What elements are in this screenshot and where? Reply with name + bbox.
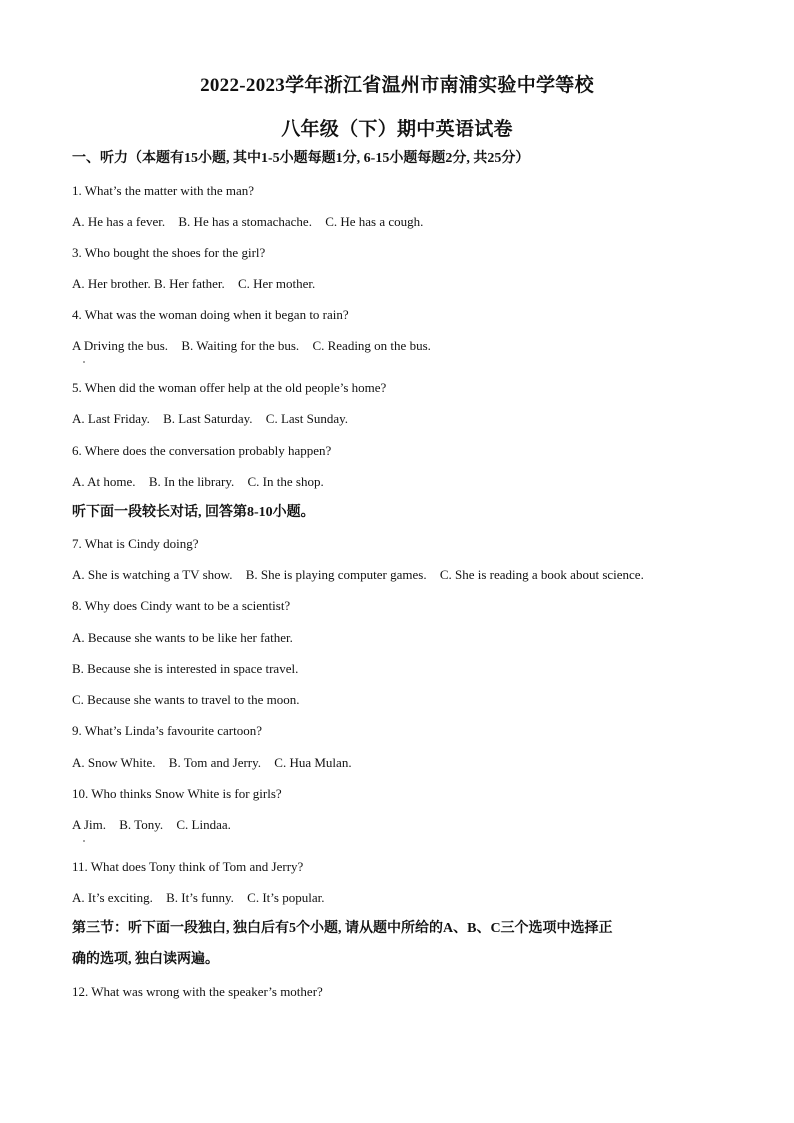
question-8-stem: 8. Why does Cindy want to be a scientist? — [72, 598, 291, 613]
stray-dot-mark — [83, 840, 85, 842]
question-8-option-a: A. Because she wants to be like her father. — [72, 630, 293, 645]
question-10-option-b: B. Tony. — [119, 817, 164, 832]
question-4-option-a: A Driving the bus. — [72, 338, 169, 353]
exam-title-line1: 2022-2023学年浙江省温州市南浦实验中学等校 — [200, 75, 594, 96]
question-6-option-b: B. In the library. — [148, 474, 235, 489]
question-1-option-c: C. He has a cough. — [325, 214, 424, 229]
question-3-options — [72, 276, 325, 292]
question-5-stem: 5. When did the woman offer help at the old people’s home? — [72, 380, 387, 395]
question-5-option-c: C. Last Sunday. — [265, 411, 349, 426]
question-3-option-a: A. Her brother. — [72, 276, 151, 291]
question-8-option-b: B. Because she is interested in space travel. — [72, 661, 299, 676]
question-9-stem: 9. What’s Linda’s favourite cartoon? — [72, 723, 263, 738]
question-11-options — [72, 890, 334, 906]
question-3-stem: 3. Who bought the shoes for the girl? — [72, 245, 266, 260]
question-7-option-a: A. She is watching a TV show. — [72, 567, 233, 582]
question-5-option-b: B. Last Saturday. — [163, 411, 253, 426]
question-6-option-a: A. At home. — [72, 474, 136, 489]
question-4-option-b: B. Waiting for the bus. — [181, 338, 300, 353]
question-7-stem: 7. What is Cindy doing? — [72, 536, 199, 551]
exam-title-line2: 八年级（下）期中英语试卷 — [281, 119, 513, 140]
question-10-stem: 10. Who thinks Snow White is for girls? — [72, 786, 282, 801]
section-listening-heading: 一、听力（本题有15小题, 其中1-5小题每题1分, 6-15小题每题2分, 共25分） — [72, 151, 530, 166]
question-7-options — [72, 567, 654, 583]
question-10-option-c: C. Lindaa. — [176, 817, 231, 832]
question-8-option-c: C. Because she wants to travel to the moon. — [72, 692, 300, 707]
question-4-option-c: C. Reading on the bus. — [312, 338, 431, 353]
question-11-option-a: A. It’s exciting. — [72, 890, 153, 905]
question-1-options — [72, 214, 433, 230]
question-12-stem: 12. What was wrong with the speaker’s mother? — [72, 984, 323, 999]
question-7-option-b: B. She is playing computer games. — [245, 567, 427, 582]
question-9-options — [72, 755, 362, 771]
stray-dot-mark — [83, 361, 85, 363]
section-monologue-heading-line1: 第三节：听下面一段独白, 独白后有5个小题, 请从题中所给的A、B、C三个选项中选择正 — [72, 921, 613, 936]
section-monologue-heading-line2: 确的选项, 独白读两遍。 — [72, 952, 219, 967]
question-1-option-b: B. He has a stomachache. — [178, 214, 312, 229]
question-11-option-b: B. It’s funny. — [166, 890, 234, 905]
question-11-stem: 11. What does Tony think of Tom and Jerry? — [72, 859, 304, 874]
question-6-option-c: C. In the shop. — [247, 474, 324, 489]
question-10-option-a: A Jim. — [72, 817, 106, 832]
question-5-option-a: A. Last Friday. — [72, 411, 150, 426]
question-9-option-c: C. Hua Mulan. — [274, 755, 352, 770]
question-9-option-a: A. Snow White. — [72, 755, 156, 770]
section-long-dialogue-heading: 听下面一段较长对话, 回答第8-10小题。 — [72, 505, 315, 520]
question-10-options — [72, 817, 241, 833]
question-11-option-c: C. It’s popular. — [247, 890, 325, 905]
question-1-stem: 1. What’s the matter with the man? — [72, 183, 255, 198]
question-3-option-c: C. Her mother. — [237, 276, 316, 291]
question-6-options — [72, 474, 334, 490]
question-9-option-b: B. Tom and Jerry. — [168, 755, 262, 770]
question-5-options — [72, 411, 358, 427]
question-4-options — [72, 338, 441, 354]
question-6-stem: 6. Where does the conversation probably happen? — [72, 443, 332, 458]
question-3-option-b: B. Her father. — [153, 276, 225, 291]
question-7-option-c: C. She is reading a book about science. — [439, 567, 644, 582]
question-1-option-a: A. He has a fever. — [72, 214, 166, 229]
question-4-stem: 4. What was the woman doing when it began to rain? — [72, 307, 349, 322]
